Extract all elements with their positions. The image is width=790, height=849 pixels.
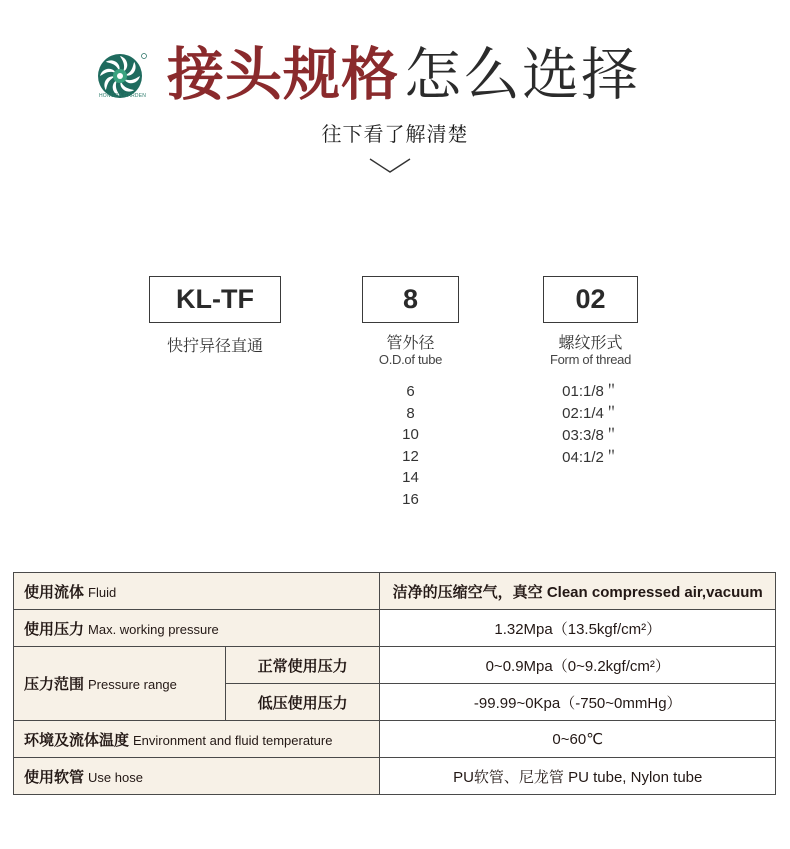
option-item: 16 (402, 490, 419, 508)
table-row (14, 573, 776, 610)
tube-od-caption: 管外径 (386, 335, 435, 352)
max-pressure-label: 使用压力 Max. working pressure (14, 610, 380, 647)
table-row (14, 647, 776, 684)
hose-value: PU软管、尼龙管 PU tube, Nylon tube (380, 758, 776, 795)
table-row (14, 610, 776, 647)
option-item: 14 (402, 469, 419, 487)
logo-text: HONGDA GARDEN (99, 93, 147, 99)
low-pressure-value: -99.99~0Kpa（-750~0mmHg） (380, 684, 776, 721)
chevron-down-icon (369, 157, 411, 175)
option-item: 8 (406, 404, 415, 422)
page-subtitle: 往下看了解清楚 (321, 124, 469, 146)
thread-caption: 螺纹形式 (558, 335, 623, 352)
normal-pressure-value: 0~0.9Mpa（0~9.2kgf/cm²） (380, 647, 776, 684)
option-item: 01:1/8＂ (562, 383, 619, 400)
option-item: 03:3/8＂ (562, 427, 619, 444)
tube-od-options (380, 381, 441, 511)
fluid-value: 洁净的压缩空气，真空 Clean compressed air,vacuum (380, 573, 776, 610)
page-title-light: 怎么选择 (404, 43, 640, 107)
table-row (14, 758, 776, 795)
pressure-range-label: 压力范围 Pressure range (14, 647, 226, 721)
low-pressure-label: 低压使用压力 (225, 684, 380, 721)
model-code-box: KL-TF (149, 276, 281, 323)
spec-table (13, 572, 776, 795)
tube-od-code-box: 8 (362, 276, 459, 323)
thread-code-box: 02 (543, 276, 638, 323)
option-item: 6 (406, 383, 415, 400)
normal-pressure-label: 正常使用压力 (225, 647, 380, 684)
fluid-label: 使用流体 Fluid (14, 573, 380, 610)
pinwheel-logo-icon (94, 50, 150, 108)
hose-label: 使用软管 Use hose (14, 758, 380, 795)
option-item: 10 (402, 426, 419, 444)
tube-od-caption-en: O.D.of tube (378, 352, 443, 367)
thread-caption-en: Form of thread (549, 352, 632, 367)
table-row (14, 721, 776, 758)
thread-options (545, 381, 636, 469)
temperature-value: 0~60℃ (380, 721, 776, 758)
option-item: 12 (402, 447, 419, 465)
temperature-label: 环境及流体温度 Environment and fluid temperature (14, 721, 380, 758)
model-caption: 快拧异径直通 (166, 338, 263, 355)
option-item: 04:1/2＂ (562, 449, 619, 466)
option-item: 02:1/4＂ (562, 405, 619, 422)
page-title-bold: 接头规格 (167, 43, 399, 107)
max-pressure-value: 1.32Mpa（13.5kgf/cm²） (380, 610, 776, 647)
